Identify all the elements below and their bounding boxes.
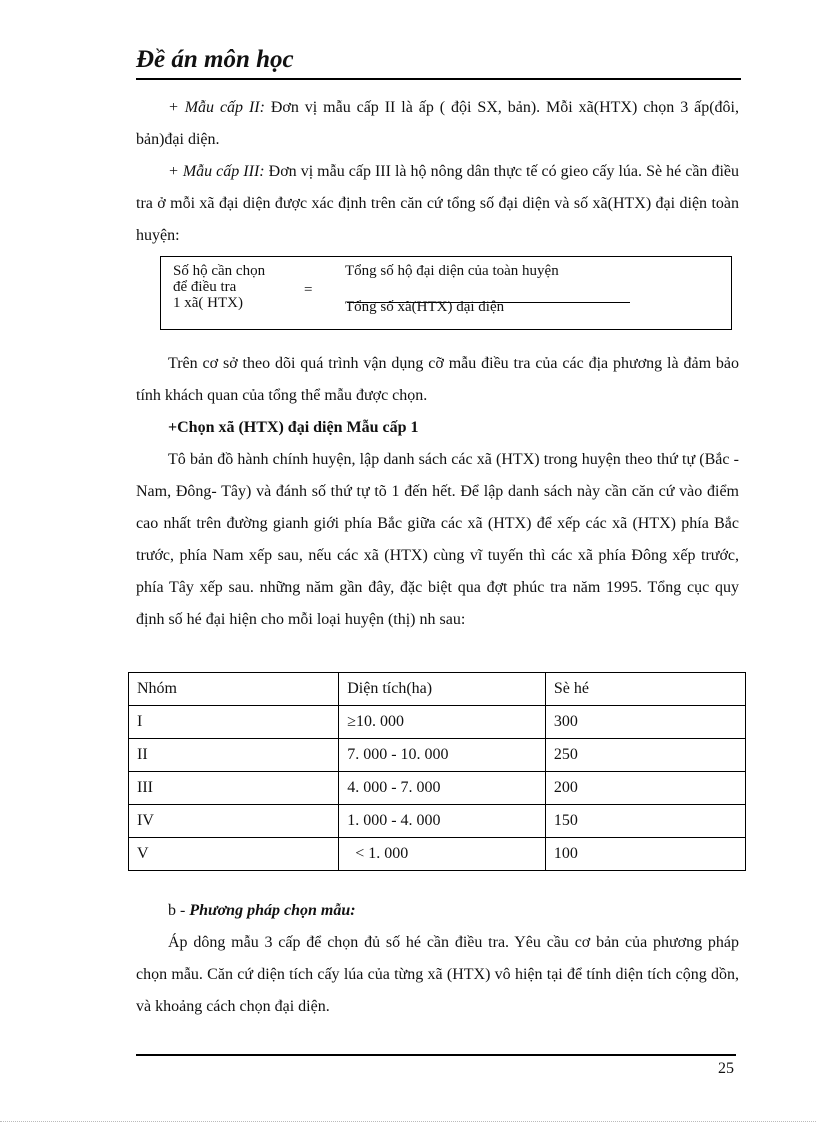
table-cell: 4. 000 - 7. 000	[339, 772, 546, 805]
table-cell: 1. 000 - 4. 000	[339, 805, 546, 838]
formula-box	[160, 256, 732, 330]
paragraph-commune-list: Tô bản đồ hành chính huyện, lập danh sách các xã (HTX) trong huyện theo thứ tự (Bắc -Nam, Đông- Tây) và đánh số thứ tự tõ 1 đến hết. Để lập danh sách này cần căn cứ vào điểm cao nhất trên đường gianh giới phía Bắc giữa các xã (HTX) để xếp các xã (HTX) phía Bắc trước, phía Nam xếp sau, nếu các xã (HTX) cùng vĩ tuyến thì các xã phía Đông xếp trước, phía Tây xếp sau. những năm gần đây, đặc biệt qua đợt phúc tra năm 1995. Tổng cục quy định số hé đại hiện cho mỗi loại huyện (thị) nh sau:	[136, 451, 739, 628]
table-cell: II	[129, 739, 339, 772]
subheading-select-commune: +Chọn xã (HTX) đại diện Mẫu cấp 1	[168, 419, 419, 436]
text-sample-level-2: Đơn vị mẫu cấp II là ấp ( đội SX, bản). Mỗi xã(HTX) chọn 3 ấp(đôi, bản)đại diện.	[136, 99, 739, 148]
page-number: 25	[718, 1060, 734, 1077]
table-row	[129, 739, 746, 772]
body-section-3	[136, 895, 739, 1023]
table-cell: 250	[545, 739, 745, 772]
table-header-cell: Nhóm	[129, 673, 339, 706]
table-row	[129, 838, 746, 871]
formula-label	[173, 263, 265, 311]
table-cell: III	[129, 772, 339, 805]
table-cell: < 1. 000	[339, 838, 546, 871]
label-sample-level-3: + Mẫu cấp III:	[168, 163, 265, 180]
table-header-row	[129, 673, 746, 706]
table-header-cell: Diện tích(ha)	[339, 673, 546, 706]
table-row	[129, 706, 746, 739]
paragraph-sample-level-2	[136, 92, 739, 156]
table-header-cell: Sè hé	[545, 673, 745, 706]
formula-label-line3: 1 xã( HTX)	[173, 295, 243, 311]
label-sample-level-2: + Mẫu cấp II:	[168, 99, 265, 116]
table-row	[129, 805, 746, 838]
header-title: Đề án môn học	[136, 46, 294, 73]
table-cell: IV	[129, 805, 339, 838]
body-section-1	[136, 92, 739, 252]
table-cell: 7. 000 - 10. 000	[339, 739, 546, 772]
table-cell: I	[129, 706, 339, 739]
formula-denominator: Tổng số xã(HTX) đại diện	[345, 299, 505, 315]
footer-divider	[136, 1054, 736, 1056]
subheading-sampling-method	[136, 895, 739, 927]
page-edge-divider	[0, 1121, 816, 1122]
text-sample-level-3: Đơn vị mẫu cấp III là hộ nông dân thực tế có gieo cấy lúa. Sè hé cần điều tra ở mỗi xã đại diện được xác định trên căn cứ tổng số đại diện và số xã(HTX) đại diện toàn huyện:	[136, 163, 739, 244]
sample-size-table	[128, 672, 746, 871]
paragraph-sample-level-3	[136, 156, 739, 252]
formula-label-line1: Số hộ cần chọn	[173, 263, 266, 279]
paragraph-apply-sampling: Áp dông mẫu 3 cấp để chọn đủ số hé cần điều tra. Yêu cầu cơ bản của phương pháp chọn mẫu. Căn cứ diện tích cấy lúa của từng xã (HTX) vô hiện tại để tính diện tích cộng dồn, và khoảng cách chọn đại diện.	[136, 934, 739, 1015]
table-row	[129, 772, 746, 805]
table-cell: V	[129, 838, 339, 871]
table-cell: 150	[545, 805, 745, 838]
page-header	[136, 46, 741, 80]
paragraph-observation: Trên cơ sở theo dõi quá trình vận dụng cỡ mẫu điều tra của các địa phương là đảm bảo tính khách quan của tổng thể mẫu được chọn.	[136, 355, 739, 404]
formula-label-line2: để điều tra	[173, 279, 237, 295]
table-cell: 300	[545, 706, 745, 739]
table-cell: 200	[545, 772, 745, 805]
section-heading: Phương pháp chọn mẫu:	[189, 902, 356, 919]
section-prefix: b -	[168, 902, 190, 919]
formula-equals: =	[304, 282, 313, 298]
body-section-2	[136, 348, 739, 636]
table-cell: ≥10. 000	[339, 706, 546, 739]
formula-numerator: Tổng số hộ đại diện của toàn huyện	[345, 263, 559, 279]
table-cell: 100	[545, 838, 745, 871]
